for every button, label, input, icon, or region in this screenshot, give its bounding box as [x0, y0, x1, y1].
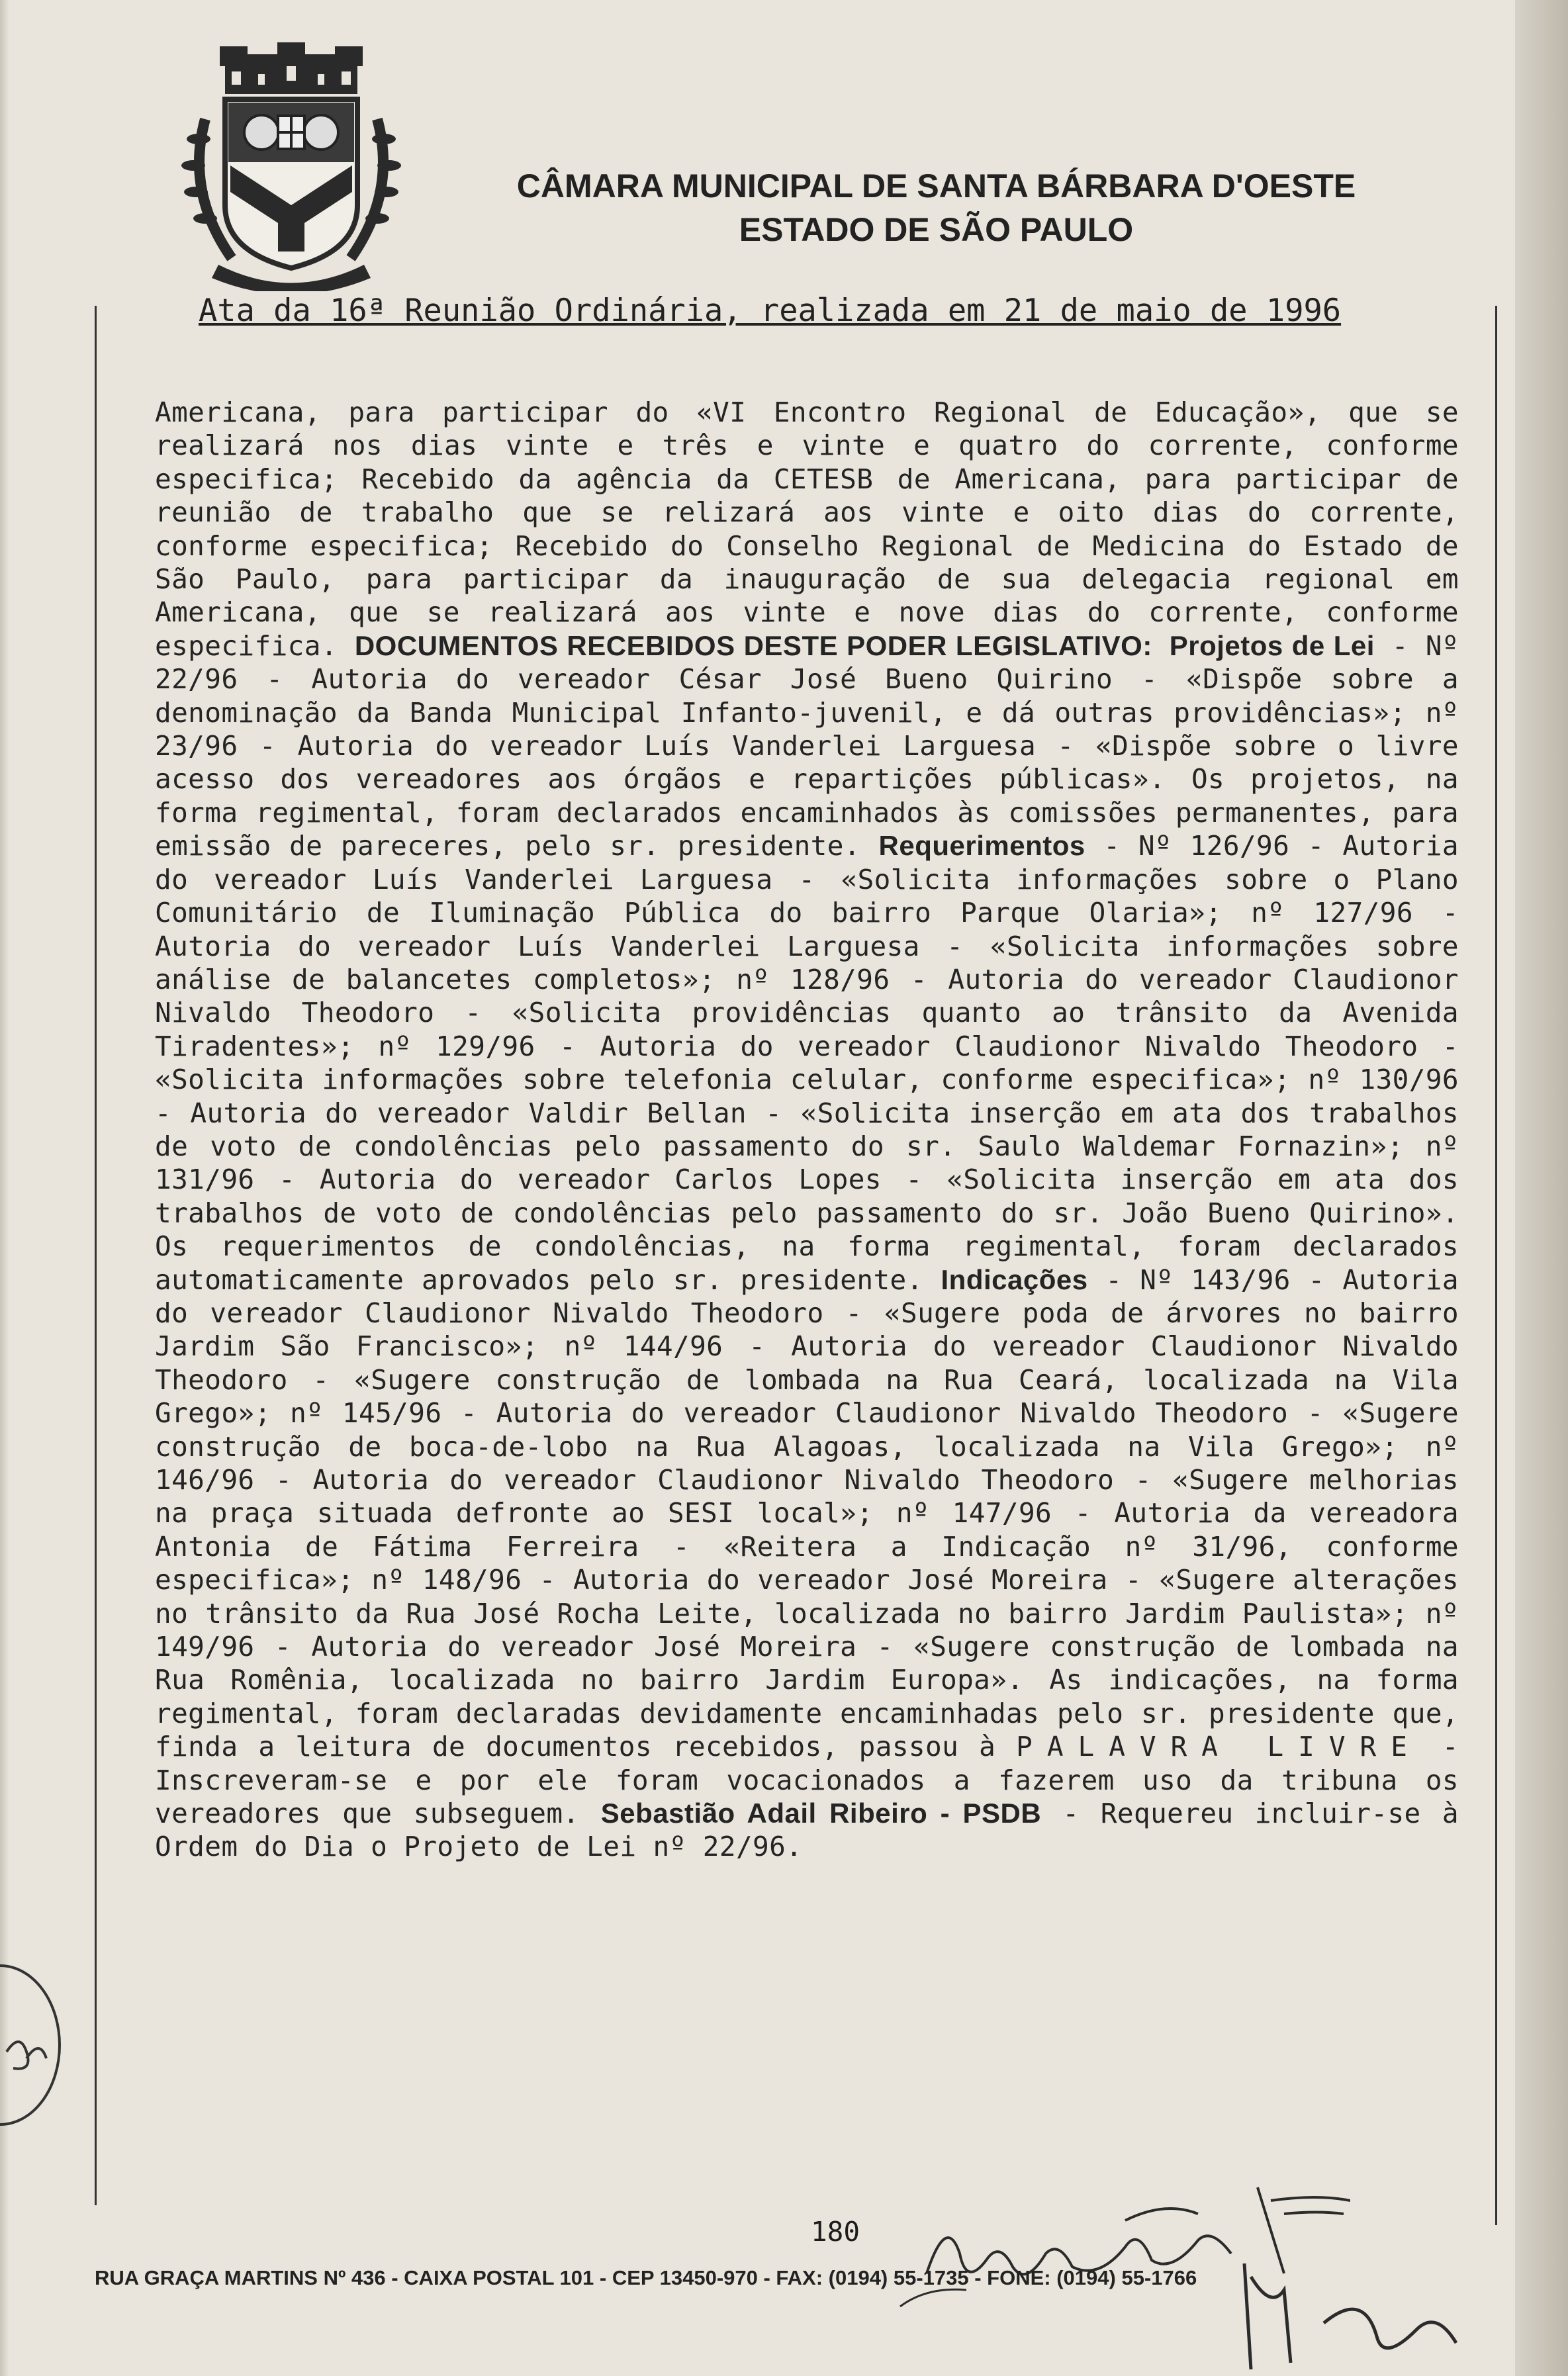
paragraph-free-speech: - Inscreveram-se e por ele foram vocacionados a fazerem uso da tribuna os vereadores que subseguem. — [155, 1731, 1459, 1830]
footer-address: RUA GRAÇA MARTINS Nº 436 - CAIXA POSTAL 101 - CEP 13450-970 - FAX: (0194) 55-1735 - FONE: (0194) 55-1766 — [95, 2266, 1197, 2289]
paragraph-received-invitations: Americana, para participar do «VI Encontro Regional de Educação», que se realizará nos dias vinte e três e vinte e quatro do corrente, conforme especifica; Recebido da agência da CETESB de Americana, para participar de reunião de trabalho que se relizará aos vinte e oito dias do corrente, conforme especifica; Recebido do Conselho Regional de Medicina do Estado de São Paulo, para participar da inauguração de sua delegacia regional em Americana, que se realizará aos vinte e nove dias do corrente, conforme especifica. — [155, 396, 1459, 662]
header-state: ESTADO DE SÃO PAULO — [739, 211, 1134, 248]
document-title: Ata da 16ª Reunião Ordinária, realizada em 21 de maio de 1996 — [199, 293, 1342, 329]
coat-of-arms-icon — [179, 40, 404, 291]
heading-indications: Indicações — [941, 1263, 1088, 1295]
heading-documents-received: DOCUMENTOS RECEBIDOS DESTE PODER LEGISLATIVO: — [354, 629, 1152, 661]
heading-free-speech: PALAVRA LIVRE — [1016, 1731, 1422, 1763]
paragraph-bills: - Nº 22/96 - Autoria do vereador César José Bueno Quirino - «Dispõe sobre a denominação da Banda Municipal Infanto-juvenil, e dá outras providências»; nº 23/96 - Autoria do vereador Luís Vanderlei Larguesa - «Dispõe sobre o livre acesso dos vereadores aos órgãos e repartições públicas». Os projetos, na forma regimental, foram declarados encaminhados às comissões permanentes, para emissão de pareceres, pelo sr. presidente. — [155, 629, 1459, 862]
frame-line-right — [1495, 306, 1497, 2225]
header-institution: CÂMARA MUNICIPAL DE SANTA BÁRBARA D'OESTE — [516, 167, 1356, 205]
heading-speaker: Sebastião Adail Ribeiro - PSDB — [600, 1798, 1042, 1829]
scan-edge-right — [1515, 0, 1568, 2376]
frame-line-left — [95, 306, 97, 2205]
heading-bills: Projetos de Lei — [1169, 629, 1375, 661]
paragraph-indications: - Nº 143/96 - Autoria do vereador Claudionor Nivaldo Theodoro - «Sugere poda de árvores no bairro Jardim São Francisco»; nº 144/96 - Autoria do vereador Claudionor Nivaldo Theodoro - «Sugere construção de lombada na Rua Ceará, localizada na Vila Grego»; nº 145/96 - Autoria do vereador Claudionor Nivaldo Theodoro - «Sugere construção de boca-de-lobo na Rua Alagoas, localizada na Vila Grego»; nº 146/96 - Autoria do vereador Claudionor Nivaldo Theodoro - «Sugere melhorias na praça situada defronte ao SESI local»; nº 147/96 - Autoria da vereadora Antonia de Fátima Ferreira - «Reitera a Indicação nº 31/96, conforme especifica»; nº 148/96 - Autoria do vereador José Moreira - «Sugere alterações no trânsito da Rua José Rocha Leite, localizada no bairro Jardim Paulista»; nº 149/96 - Autoria do vereador José Moreira - «Sugere construção de lombada na Rua Romênia, localizada no bairro Jardim Europa». As indicações, na forma regimental, foram declaradas devidamente encaminhadas pelo sr. presidente que, finda a leitura de documentos recebidos, passou à — [155, 1263, 1459, 1763]
paragraph-speaker-request: - Requereu incluir-se à Ordem do Dia o Projeto de Lei nº 22/96. — [155, 1798, 1459, 1863]
minutes-body — [155, 396, 1459, 1864]
margin-stamp-icon — [0, 1959, 79, 2131]
page-number: 180 — [811, 2216, 860, 2248]
paragraph-requests: - Nº 126/96 - Autoria do vereador Luís Vanderlei Larguesa - «Solicita informações sobre o Plano Comunitário de Iluminação Pública do bairro Parque Olaria»; nº 127/96 - Autoria do vereador Luís Vanderlei Larguesa - «Solicita informações sobre análise de balancetes completos»; nº 128/96 - Autoria do vereador Claudionor Nivaldo Theodoro - «Solicita providências quanto ao trânsito da Avenida Tiradentes»; nº 129/96 - Autoria do vereador Claudionor Nivaldo Theodoro - «Solicita informações sobre telefonia celular, conforme especifica»; nº 130/96 - Autoria do vereador Valdir Bellan - «Solicita inserção em ata dos trabalhos de voto de condolências pelo passamento do sr. Saulo Waldemar Fornazin»; nº 131/96 - Autoria do vereador Carlos Lopes - «Solicita inserção em ata dos trabalhos de voto de condolências pelo passamento do sr. João Bueno Quirino». Os requerimentos de condolências, na forma regimental, foram declarados automaticamente aprovados pelo sr. presidente. — [155, 830, 1459, 1296]
heading-requests: Requerimentos — [878, 830, 1085, 862]
